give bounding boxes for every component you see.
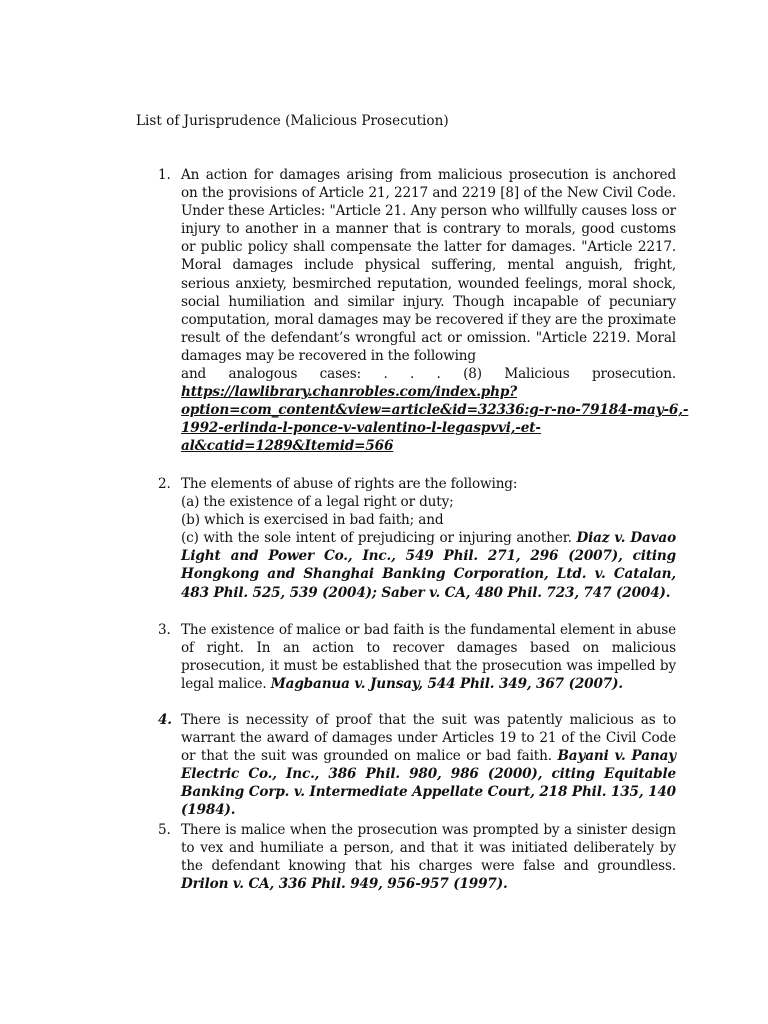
- item-text: There is malice when the prosecution was prompted by a sinister design to vex and humiliate a person, and that it was initiated deliberately by the defendant knowing that his charges were false and groundless.: [181, 822, 676, 875]
- source-link-line: https://lawlibrary.chanrobles.com/index.php?: [181, 384, 518, 401]
- element-c: (c) with the sole intent of prejudicing or injuring another.: [181, 530, 572, 547]
- item-paragraph: [181, 621, 676, 693]
- item-text: An action for damages arising from malicious prosecution is anchored on the provisions of Article 21, 2217 and 2219 [8] of the New Civil Code. Under these Articles: "Article 21. Any person who willfully causes loss or injury to another in a manner that is contrary to morals, good customs or public policy shall compensate the latter for damages. "Article 2217. Moral damages include physical suffering, mental anguish, fright, serious anxiety, besmirched reputation, wounded feelings, moral shock, social humiliation and similar injury. Though incapable of pecuniary computation, moral damages may be recovered if they are the proximate result of the defendant’s wrongful act or omission. "Article 2219. Moral damages may be recovered in the following: [181, 167, 676, 364]
- source-link[interactable]: [181, 383, 689, 455]
- list-item: [158, 711, 676, 820]
- list-item: [158, 166, 689, 456]
- source-link-line: 1992-erlinda-l-ponce-v-valentino-l-legaspvvi,-et-: [181, 420, 541, 437]
- source-link-line: option=com_content&view=article&id=32336:g-r-no-79184-may-6,-: [181, 402, 689, 419]
- item-number: 2.: [158, 476, 171, 492]
- list-item: [158, 475, 677, 602]
- item-paragraph: [181, 711, 676, 820]
- item-number: 4.: [158, 712, 172, 728]
- item-number: 1.: [158, 167, 171, 183]
- item-number: 3.: [158, 622, 171, 638]
- case-citation: Diaz v. Davao Light and Power Co., Inc., 549 Phil. 271, 296 (2007), citing Hongkong and Shanghai Banking Corporation, Ltd. v. Catalan, 483 Phil. 525, 539 (2004); Saber v. CA, 480 Phil. 723, 747 (2004).: [181, 530, 677, 601]
- element-c-with-citation: [181, 529, 676, 601]
- item-text: The existence of malice or bad faith is the fundamental element in abuse of right. In an action to recover damages based on malicious prosecution, it must be established that the prosecution was impelled by legal malice.: [181, 622, 676, 693]
- element-b: (b) which is exercised in bad faith; and: [181, 512, 444, 529]
- element-a: (a) the existence of a legal right or duty;: [181, 494, 454, 511]
- item-paragraph: [181, 821, 676, 893]
- item-number: 5.: [158, 822, 171, 838]
- list-item: [158, 821, 676, 893]
- case-citation: Bayani v. Panay Electric Co., Inc., 386 Phil. 980, 986 (2000), citing Equitable Banking Corp. v. Intermediate Appellate Court, 218 Phil. 135, 140 (1984).: [181, 748, 676, 819]
- list-item: [158, 621, 676, 693]
- document-title: List of Jurisprudence (Malicious Prosecution): [136, 113, 449, 129]
- case-citation: Drilon v. CA, 336 Phil. 949, 956-957 (1997).: [181, 876, 508, 893]
- source-link-line: al&catid=1289&Itemid=566: [181, 438, 394, 455]
- item-text: There is necessity of proof that the suit was patently malicious as to warrant the award of damages under Articles 19 to 21 of the Civil Code or that the suit was grounded on malice or bad faith.: [181, 712, 676, 765]
- item-text-continued: and analogous cases: . . . (8) Malicious prosecution.: [181, 366, 676, 383]
- item-intro: The elements of abuse of rights are the following:: [181, 476, 518, 492]
- case-citation: Magbanua v. Junsay, 544 Phil. 349, 367 (2007).: [270, 676, 623, 693]
